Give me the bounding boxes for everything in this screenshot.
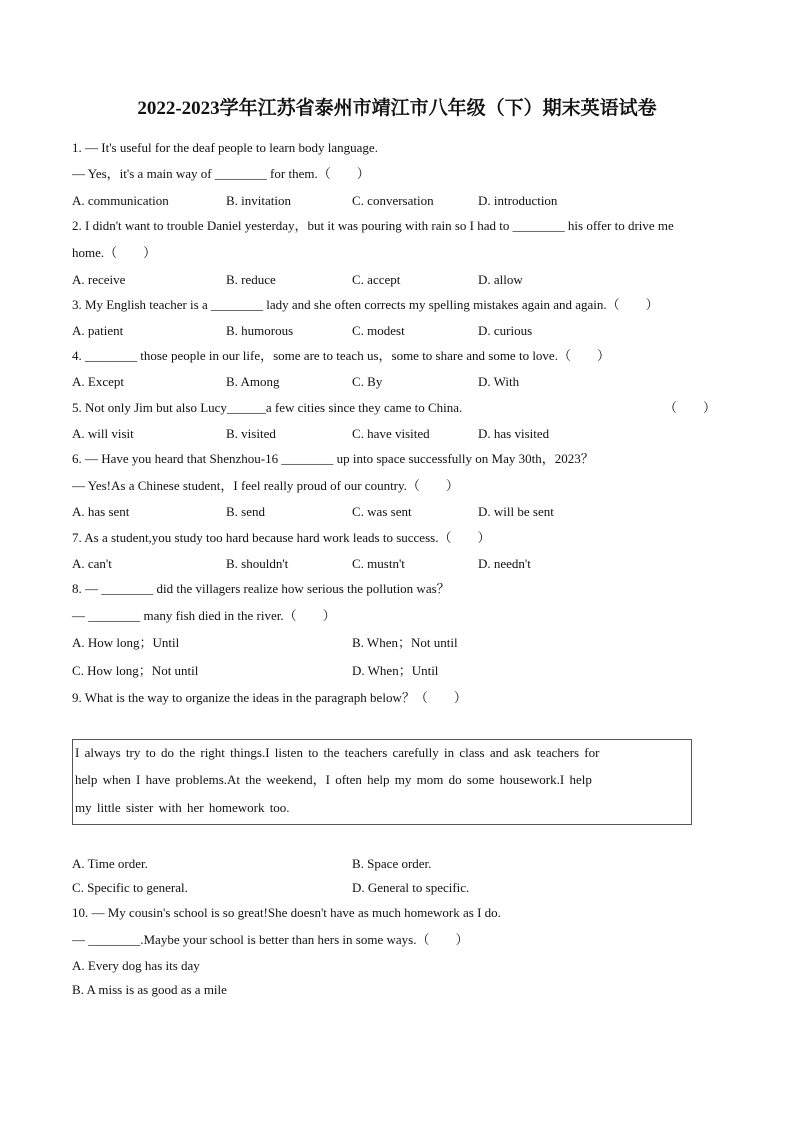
option-a: A. has sent [72, 504, 130, 519]
question-stem: 2. I didn't want to trouble Daniel yesterday，but it was pouring with rain so I had to ________ his offer to drive me [72, 218, 674, 233]
option-d: D. With [478, 374, 520, 389]
option-b: B. visited [226, 426, 276, 441]
option-c: C. was sent [352, 504, 412, 519]
option-c: C. Specific to general. [72, 880, 188, 895]
passage-box [72, 739, 692, 825]
question-stem: 7. As a student,you study too hard because hard work leads to success.（ ） [72, 530, 491, 545]
option-c: C. modest [352, 323, 405, 338]
option-c: C. mustn't [352, 556, 405, 571]
option-a: A. Every dog has its day [72, 958, 200, 973]
question-stem: 9. What is the way to organize the ideas in the paragraph below？（ ） [72, 690, 467, 705]
option-d: D. introduction [478, 193, 558, 208]
option-d: D. allow [478, 272, 523, 287]
exam-title: 2022-2023学年江苏省泰州市靖江市八年级（下）期末英语试卷 [137, 98, 657, 119]
option-a: A. communication [72, 193, 169, 208]
option-a: A. How long；Until [72, 635, 180, 650]
option-b: B. humorous [226, 323, 294, 338]
option-c: C. By [352, 374, 383, 389]
option-d: D. When；Until [352, 663, 439, 678]
question-stem: — ________.Maybe your school is better than hers in some ways.（ ） [72, 932, 469, 947]
question-stem: 5. Not only Jim but also Lucy______a few cities since they came to China. [72, 400, 463, 415]
answer-paren: （ ） [664, 400, 717, 415]
option-a: A. will visit [72, 426, 134, 441]
question-stem: home.（ ） [72, 245, 157, 260]
passage-line: help when I have problems.At the weekend，I often help my mom do some housework.I help [75, 772, 592, 787]
option-b: B. shouldn't [226, 556, 289, 571]
option-a: A. receive [72, 272, 126, 287]
option-b: B. invitation [226, 193, 291, 208]
option-a: A. can't [72, 556, 112, 571]
passage-line: my little sister with her homework too. [75, 800, 290, 815]
question-stem: — ________ many fish died in the river.（ ） [72, 608, 336, 623]
option-b: B. A miss is as good as a mile [72, 982, 227, 997]
option-c: C. accept [352, 272, 401, 287]
option-a: A. patient [72, 323, 124, 338]
option-d: D. General to specific. [352, 880, 470, 895]
question-stem: 8. — ________ did the villagers realize how serious the pollution was？ [72, 581, 450, 596]
option-b: B. send [226, 504, 265, 519]
option-a: A. Time order. [72, 856, 148, 871]
option-a: A. Except [72, 374, 124, 389]
option-d: D. needn't [478, 556, 531, 571]
question-stem: 10. — My cousin's school is so great!She doesn't have as much homework as I do. [72, 905, 501, 920]
option-c: C. How long；Not until [72, 663, 199, 678]
option-d: D. will be sent [478, 504, 554, 519]
question-stem: 6. — Have you heard that Shenzhou-16 ________ up into space successfully on May 30th，2023？ [72, 451, 594, 466]
passage-line: I always try to do the right things.I listen to the teachers carefully in class and ask teachers for [75, 745, 600, 760]
option-b: B. When；Not until [352, 635, 458, 650]
question-stem: — Yes，it's a main way of ________ for them.（ ） [72, 166, 370, 181]
option-b: B. Among [226, 374, 280, 389]
question-stem: 1. — It's useful for the deaf people to learn body language. [72, 140, 378, 155]
question-stem: 4. ________ those people in our life，some are to teach us，some to share and some to love.（ ） [72, 348, 610, 363]
option-d: D. has visited [478, 426, 550, 441]
option-c: C. have visited [352, 426, 430, 441]
question-stem: 3. My English teacher is a ________ lady and she often corrects my spelling mistakes again and again.（ ） [72, 297, 659, 312]
option-b: B. Space order. [352, 856, 432, 871]
option-d: D. curious [478, 323, 533, 338]
option-c: C. conversation [352, 193, 434, 208]
option-b: B. reduce [226, 272, 276, 287]
question-stem: — Yes!As a Chinese student，I feel really proud of our country.（ ） [72, 478, 459, 493]
